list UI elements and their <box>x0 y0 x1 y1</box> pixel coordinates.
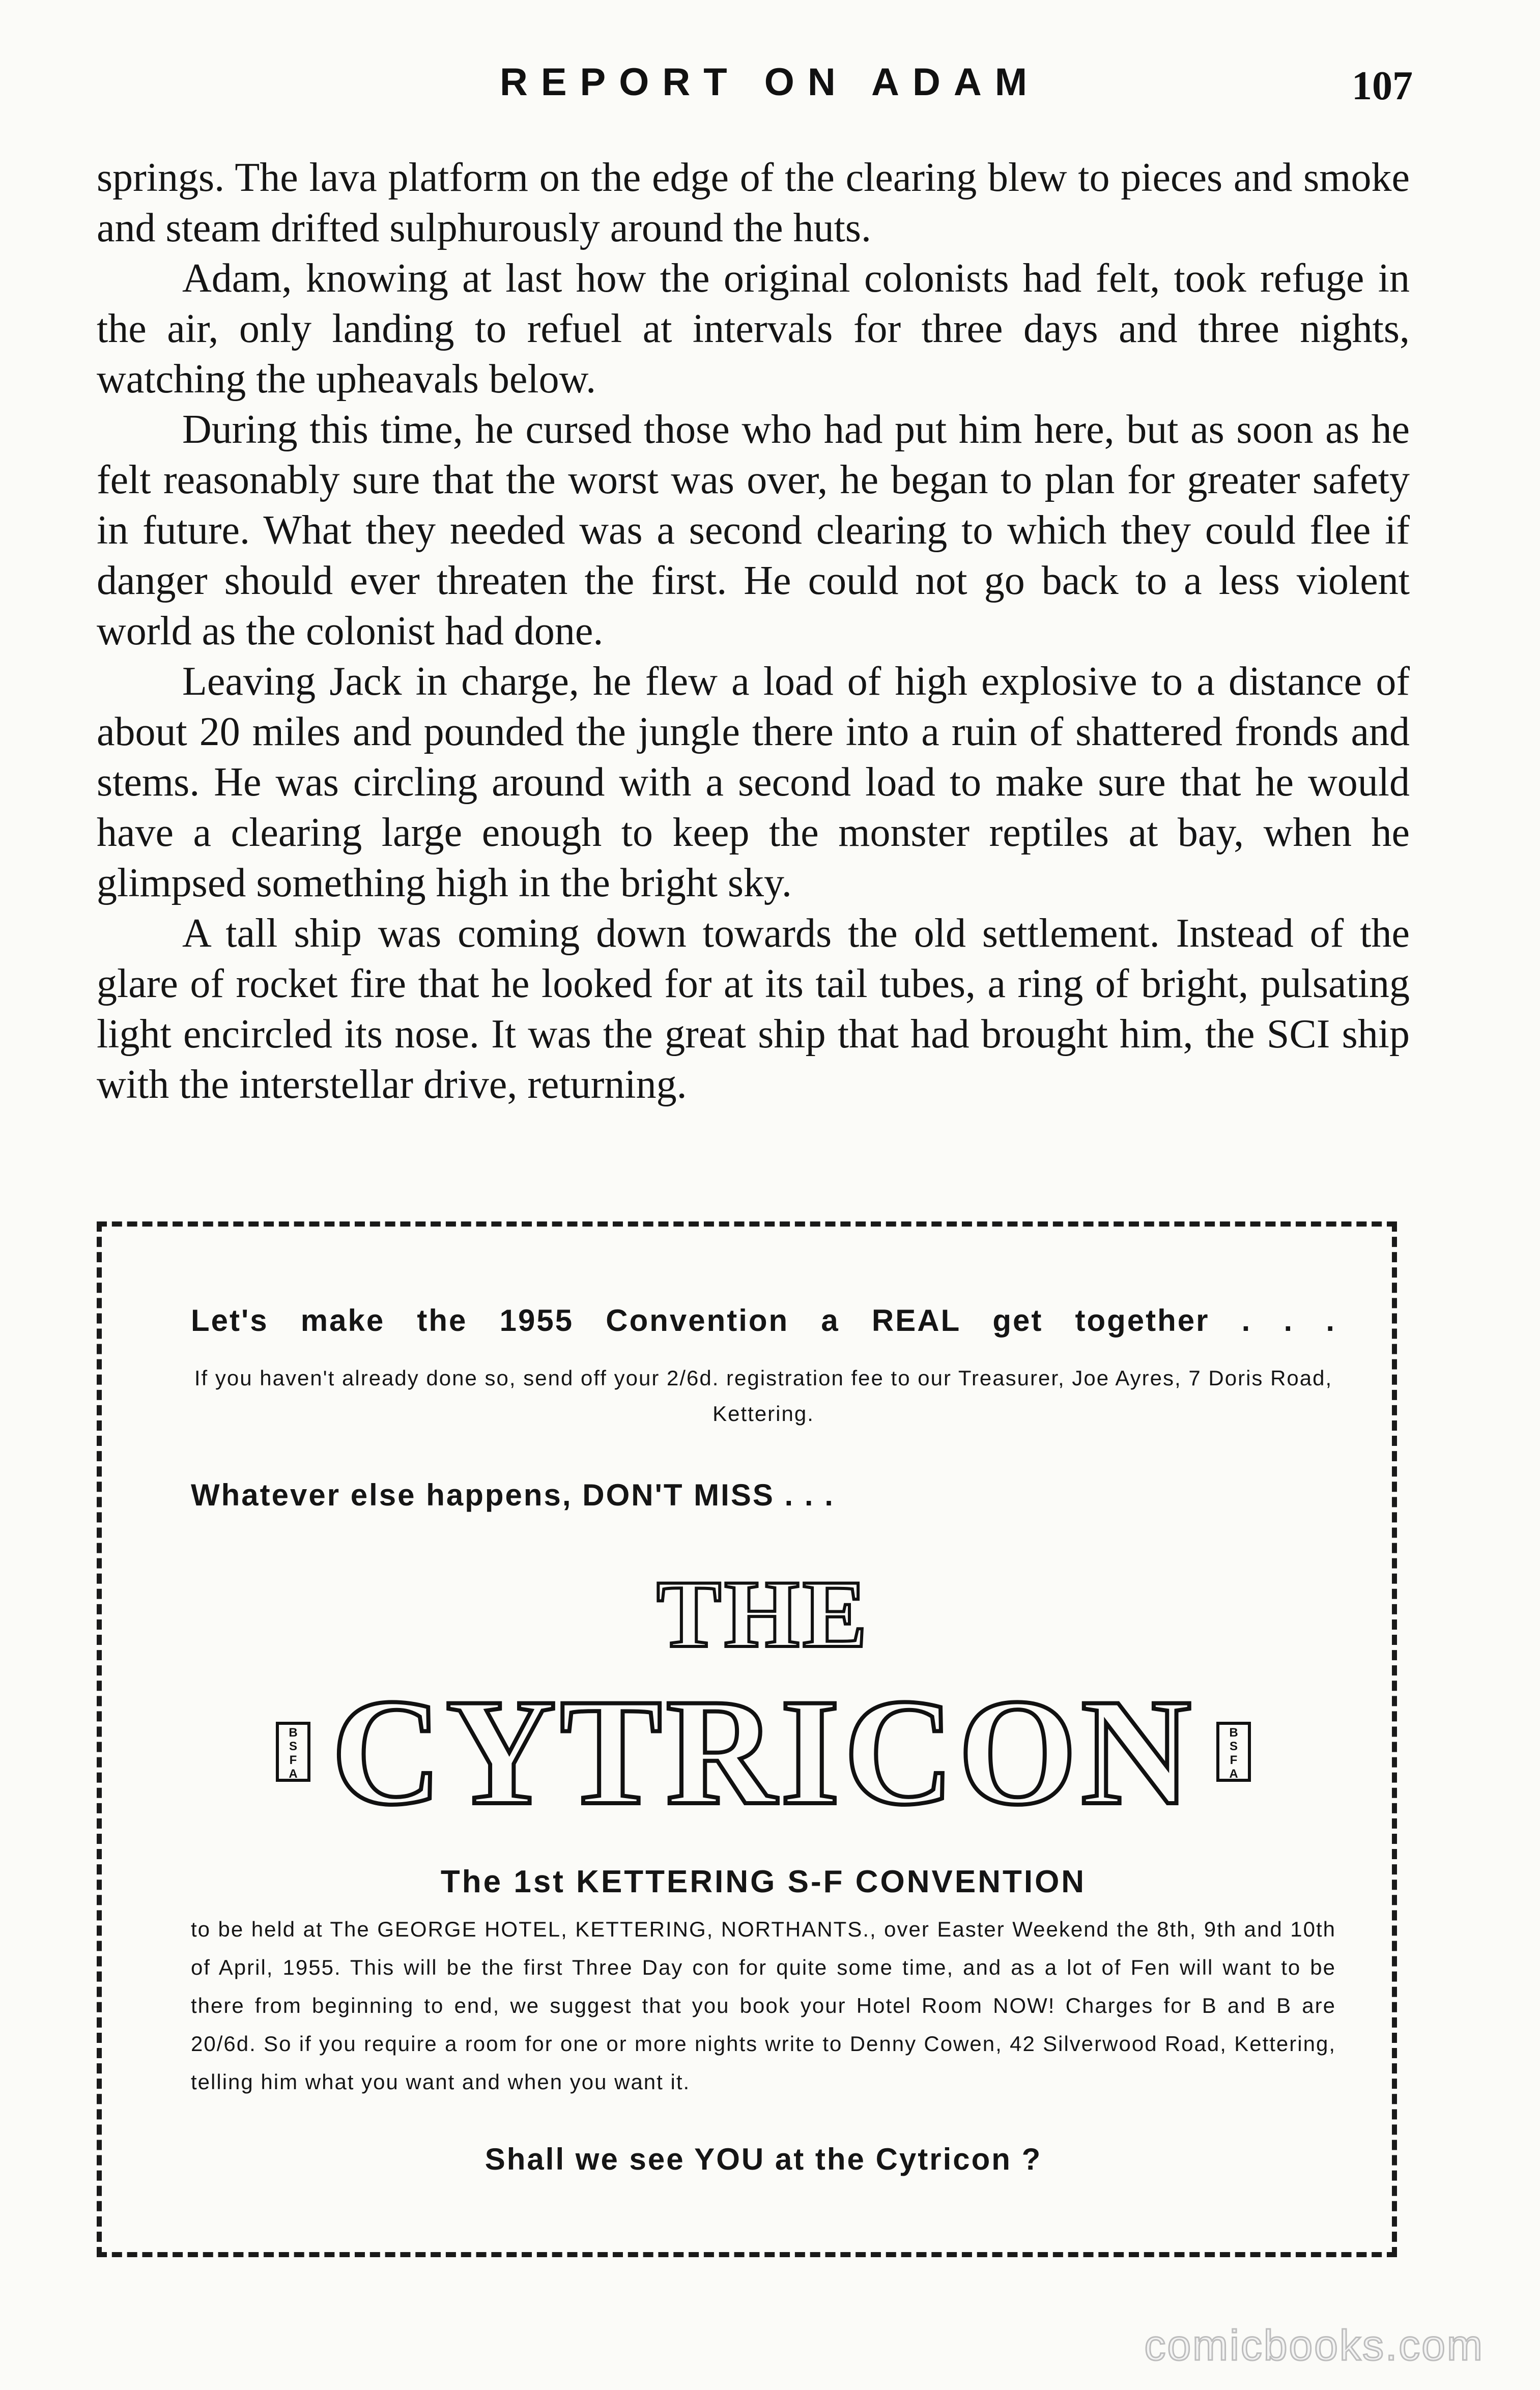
advert-headline: Let's make the 1955 Convention a REAL get together . . . <box>191 1303 1336 1338</box>
registration-note: If you haven't already done so, send off your 2/6d. registration fee to our Treasurer, Joe Ayres, 7 Doris Road, Kettering. <box>194 1366 1333 1426</box>
bsfa-left-letter-s: S <box>289 1740 298 1753</box>
convention-details: to be held at The GEORGE HOTEL, KETTERING, NORTHANTS., over Easter Weekend the 8th, 9th and 10th of April, 1955. This will be the first Three Day con for quite some time, and as a lot of Fen will want to be there from beginning to end, we suggest that you book your Hotel Room NOW! Charges for B and B are 20/6d. So if you require a room for one or more nights write to Denny Cowen, 42 Silverwood Road, Kettering, telling him what you want and when you want it. <box>191 1917 1336 2094</box>
bsfa-right-letter-f: F <box>1230 1753 1238 1767</box>
story-text <box>97 153 1410 1110</box>
story-paragraph: A tall ship was coming down towards the old settlement. Instead of the glare of rocket fire that he looked for at its tail tubes, a ring of bright, pulsating light encircled its nose. It was the great ship that had brought him, the SCI ship with the interstellar drive, returning. <box>97 911 1410 1107</box>
story-paragraph: springs. The lava platform on the edge of the clearing blew to pieces and smoke and steam drifted sulphurously around the huts. <box>97 155 1410 250</box>
advert-title-row <box>191 1667 1336 1836</box>
bsfa-left-letter-b: B <box>289 1726 298 1740</box>
bsfa-right-letter-b: B <box>1229 1726 1238 1740</box>
advert-subtitle: The 1st KETTERING S-F CONVENTION <box>440 1864 1087 1899</box>
advert-closing: Shall we see YOU at the Cytricon ? <box>484 2142 1042 2176</box>
story-paragraph: Leaving Jack in charge, he flew a load of high explosive to a distance of about 20 miles and pounded the jungle there into a ruin of shattered fronds and stems. He was circling around with a second load to make sure that he would have a clearing large enough to keep the monster reptiles at bay, when he glimpsed something high in the bright sky. <box>97 659 1410 905</box>
bsfa-left-letter-f: F <box>289 1753 297 1767</box>
dont-miss-line: Whatever else happens, DON'T MISS . . . <box>191 1478 835 1512</box>
convention-advert <box>97 1221 1397 2257</box>
bsfa-right-letter-s: S <box>1229 1740 1238 1753</box>
story-paragraph: During this time, he cursed those who had put him here, but as soon as he felt reasonably sure that the worst was over, he began to plan for greater safety in future. What they needed was a second clearing to which they could flee if danger should ever threaten the first. He could not go back to a less violent world as the colonist had done. <box>97 407 1410 653</box>
page-number: 107 <box>1352 64 1413 108</box>
bsfa-emblem-right-icon <box>1216 1721 1251 1782</box>
advert-content <box>191 1303 1336 2177</box>
site-watermark: comicbooks.com <box>1144 2321 1484 2369</box>
advert-title-the: THE <box>657 1561 870 1668</box>
running-title: REPORT ON ADAM <box>499 61 1041 104</box>
bsfa-emblem-left-icon <box>275 1721 311 1782</box>
story-paragraph: Adam, knowing at last how the original colonists had felt, took refuge in the air, only landing to refuel at intervals for three days and three nights, watching the upheavals below. <box>97 256 1410 402</box>
advert-title-main: CYTRICON <box>331 1667 1195 1836</box>
bsfa-left-letter-a: A <box>289 1767 298 1781</box>
bsfa-right-letter-a: A <box>1229 1767 1238 1781</box>
